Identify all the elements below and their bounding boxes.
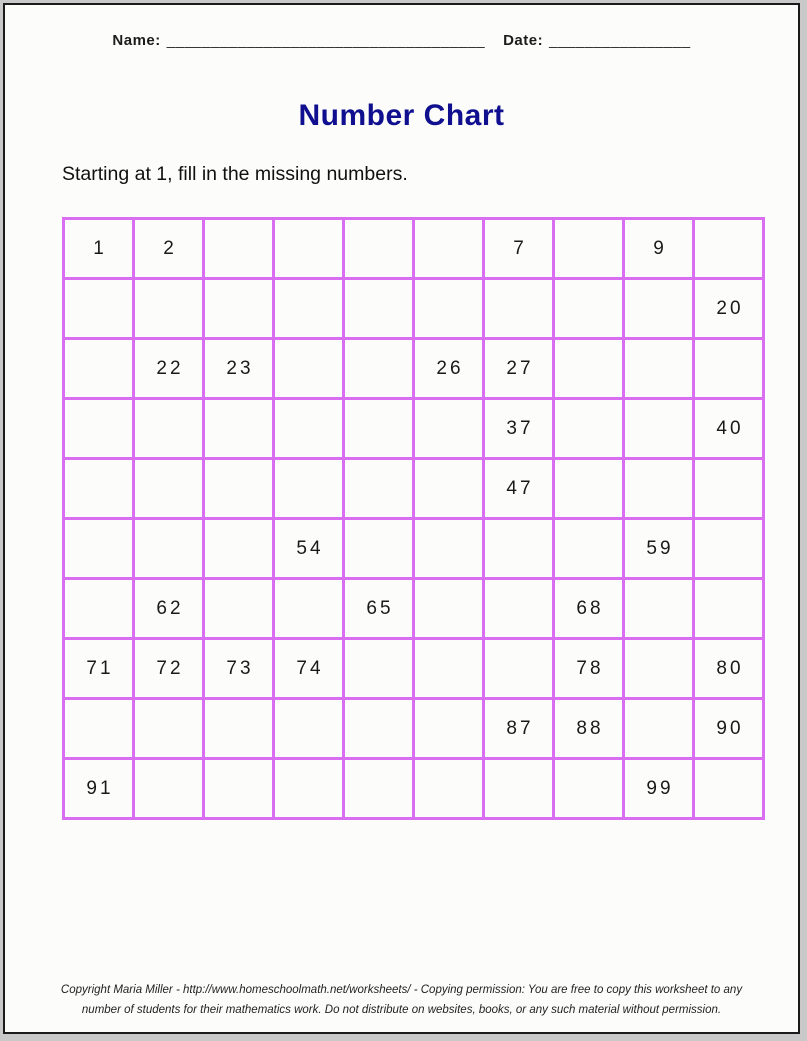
grid-cell-r8-c8: 78: [554, 639, 624, 699]
grid-cell-r7-c6: [414, 579, 484, 639]
grid-cell-r8-c4: 74: [274, 639, 344, 699]
grid-cell-r3-c3: 23: [204, 339, 274, 399]
grid-cell-r6-c8: [554, 519, 624, 579]
grid-cell-r9-c10: 90: [694, 699, 764, 759]
grid-cell-r4-c5: [344, 399, 414, 459]
grid-cell-r4-c8: [554, 399, 624, 459]
grid-cell-r3-c7: 27: [484, 339, 554, 399]
grid-cell-r3-c6: 26: [414, 339, 484, 399]
grid-cell-r5-c1: [64, 459, 134, 519]
grid-cell-r2-c9: [624, 279, 694, 339]
grid-cell-r9-c4: [274, 699, 344, 759]
grid-cell-r10-c9: 99: [624, 759, 694, 819]
grid-cell-r8-c5: [344, 639, 414, 699]
grid-cell-r9-c7: 87: [484, 699, 554, 759]
grid-cell-r6-c5: [344, 519, 414, 579]
grid-cell-r10-c6: [414, 759, 484, 819]
grid-cell-r8-c1: 71: [64, 639, 134, 699]
grid-row-3: [64, 339, 764, 399]
name-blank-line: ____________________________________: [166, 32, 486, 49]
grid-cell-r10-c1: 91: [64, 759, 134, 819]
worksheet-page: [3, 3, 800, 1034]
instruction-text: Starting at 1, fill in the missing numbers.: [62, 163, 408, 185]
grid-cell-r9-c9: [624, 699, 694, 759]
grid-row-1: [64, 219, 764, 279]
grid-cell-r5-c10: [694, 459, 764, 519]
grid-cell-r4-c7: 37: [484, 399, 554, 459]
name-label: Name:: [112, 32, 161, 49]
grid-cell-r3-c4: [274, 339, 344, 399]
grid-cell-r5-c3: [204, 459, 274, 519]
grid-cell-r8-c2: 72: [134, 639, 204, 699]
date-blank-line: ________________: [549, 32, 691, 49]
grid-cell-r10-c2: [134, 759, 204, 819]
grid-cell-r5-c7: 47: [484, 459, 554, 519]
grid-cell-r9-c8: 88: [554, 699, 624, 759]
grid-cell-r10-c4: [274, 759, 344, 819]
grid-cell-r7-c5: 65: [344, 579, 414, 639]
grid-cell-r6-c1: [64, 519, 134, 579]
grid-cell-r6-c4: 54: [274, 519, 344, 579]
grid-cell-r1-c9: 9: [624, 219, 694, 279]
grid-cell-r9-c3: [204, 699, 274, 759]
grid-cell-r3-c2: 22: [134, 339, 204, 399]
grid-cell-r7-c3: [204, 579, 274, 639]
grid-cell-r4-c6: [414, 399, 484, 459]
grid-cell-r6-c9: 59: [624, 519, 694, 579]
grid-cell-r1-c6: [414, 219, 484, 279]
grid-cell-r4-c3: [204, 399, 274, 459]
grid-cell-r1-c3: [204, 219, 274, 279]
name-date-header: [5, 32, 798, 49]
grid-cell-r4-c9: [624, 399, 694, 459]
grid-cell-r8-c3: 73: [204, 639, 274, 699]
grid-row-7: [64, 579, 764, 639]
grid-cell-r4-c10: 40: [694, 399, 764, 459]
page-content: [5, 5, 798, 1032]
grid-cell-r10-c3: [204, 759, 274, 819]
grid-cell-r4-c2: [134, 399, 204, 459]
grid-cell-r6-c2: [134, 519, 204, 579]
grid-row-8: [64, 639, 764, 699]
copyright-line-2: number of students for their mathematics work. Do not distribute on websites, books, or any such material without permission.: [81, 1004, 722, 1016]
grid-row-9: [64, 699, 764, 759]
grid-cell-r2-c5: [344, 279, 414, 339]
grid-cell-r2-c4: [274, 279, 344, 339]
grid-row-4: [64, 399, 764, 459]
grid-cell-r5-c2: [134, 459, 204, 519]
grid-cell-r9-c6: [414, 699, 484, 759]
grid-cell-r1-c8: [554, 219, 624, 279]
number-grid: [62, 217, 765, 820]
grid-cell-r2-c10: 20: [694, 279, 764, 339]
grid-row-5: [64, 459, 764, 519]
grid-cell-r5-c8: [554, 459, 624, 519]
grid-cell-r7-c7: [484, 579, 554, 639]
grid-row-2: [64, 279, 764, 339]
number-grid-body: [64, 219, 764, 819]
grid-cell-r10-c8: [554, 759, 624, 819]
grid-cell-r8-c10: 80: [694, 639, 764, 699]
grid-cell-r3-c8: [554, 339, 624, 399]
grid-cell-r7-c1: [64, 579, 134, 639]
grid-cell-r1-c4: [274, 219, 344, 279]
grid-cell-r1-c1: 1: [64, 219, 134, 279]
grid-cell-r2-c8: [554, 279, 624, 339]
grid-cell-r1-c5: [344, 219, 414, 279]
grid-cell-r6-c3: [204, 519, 274, 579]
grid-cell-r2-c6: [414, 279, 484, 339]
grid-cell-r4-c4: [274, 399, 344, 459]
grid-cell-r3-c1: [64, 339, 134, 399]
grid-cell-r2-c2: [134, 279, 204, 339]
grid-cell-r5-c4: [274, 459, 344, 519]
grid-row-10: [64, 759, 764, 819]
grid-cell-r9-c1: [64, 699, 134, 759]
grid-cell-r8-c9: [624, 639, 694, 699]
copyright-footer: [5, 980, 798, 1020]
grid-cell-r8-c7: [484, 639, 554, 699]
page-title: Number Chart: [298, 99, 505, 132]
copyright-line-1: Copyright Maria Miller - http://www.homeschoolmath.net/worksheets/ - Copying permission: You are free to copy this worksheet to any: [60, 984, 743, 996]
grid-cell-r6-c10: [694, 519, 764, 579]
date-label: Date:: [503, 32, 544, 49]
grid-cell-r8-c6: [414, 639, 484, 699]
grid-row-6: [64, 519, 764, 579]
grid-cell-r9-c2: [134, 699, 204, 759]
grid-cell-r7-c10: [694, 579, 764, 639]
grid-cell-r7-c2: 62: [134, 579, 204, 639]
grid-cell-r6-c6: [414, 519, 484, 579]
grid-cell-r7-c4: [274, 579, 344, 639]
grid-cell-r2-c1: [64, 279, 134, 339]
grid-cell-r1-c2: 2: [134, 219, 204, 279]
grid-cell-r2-c7: [484, 279, 554, 339]
grid-cell-r5-c9: [624, 459, 694, 519]
grid-cell-r3-c10: [694, 339, 764, 399]
grid-cell-r2-c3: [204, 279, 274, 339]
grid-cell-r7-c8: 68: [554, 579, 624, 639]
grid-cell-r1-c7: 7: [484, 219, 554, 279]
grid-cell-r3-c9: [624, 339, 694, 399]
grid-cell-r6-c7: [484, 519, 554, 579]
grid-cell-r7-c9: [624, 579, 694, 639]
grid-cell-r5-c6: [414, 459, 484, 519]
grid-cell-r4-c1: [64, 399, 134, 459]
grid-cell-r10-c5: [344, 759, 414, 819]
grid-cell-r10-c7: [484, 759, 554, 819]
grid-cell-r1-c10: [694, 219, 764, 279]
grid-cell-r3-c5: [344, 339, 414, 399]
grid-cell-r9-c5: [344, 699, 414, 759]
grid-cell-r5-c5: [344, 459, 414, 519]
grid-cell-r10-c10: [694, 759, 764, 819]
